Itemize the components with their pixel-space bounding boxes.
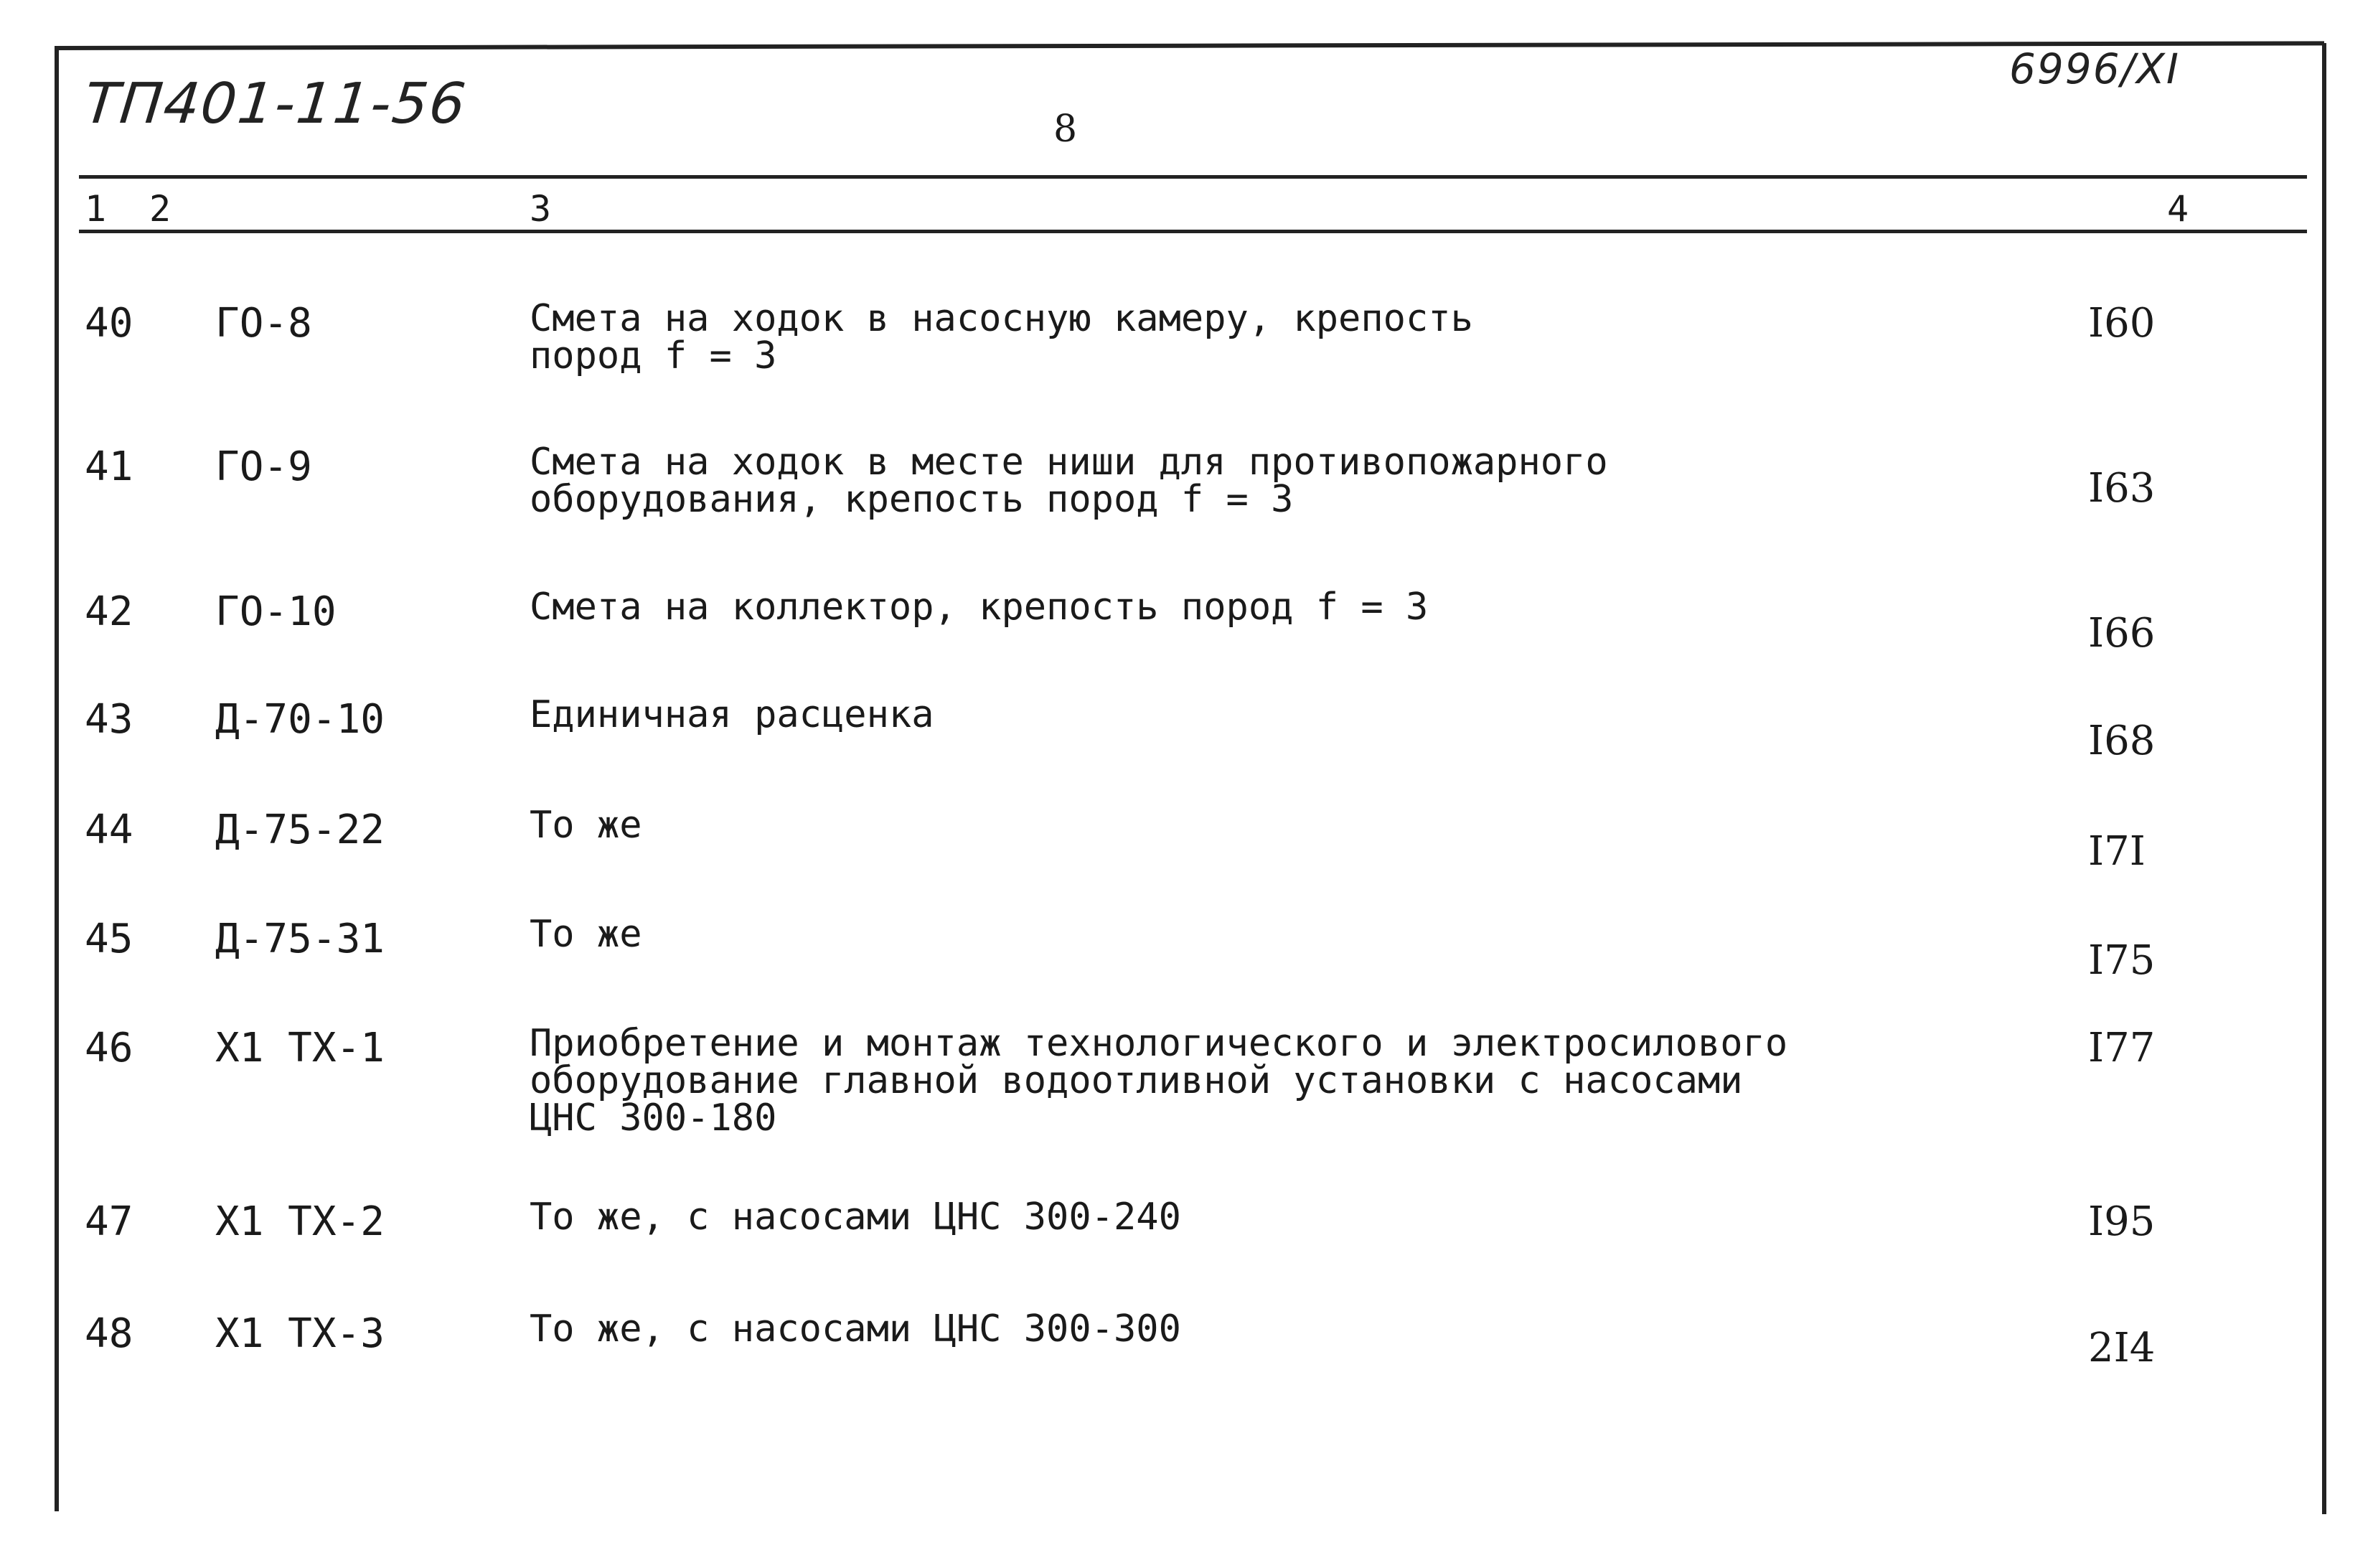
description-cell: То же, с насосами ЦНС 300-240: [530, 1196, 1181, 1239]
document-code-cell: Д-75-22: [215, 807, 385, 853]
page-number: 8: [1053, 108, 1078, 151]
row-number: 41: [85, 443, 133, 490]
column-header-3: 3: [530, 188, 552, 230]
document-code-cell: ГО-9: [215, 443, 312, 490]
document-code-cell: Х1 ТХ-1: [215, 1025, 385, 1071]
document-code-cell: ГО-8: [215, 300, 312, 347]
page-reference-cell: I75: [2088, 937, 2156, 984]
document-code-cell: Х1 ТХ-2: [215, 1198, 385, 1245]
document-code: ТП401-11-56: [81, 72, 470, 136]
row-number: 46: [85, 1025, 133, 1071]
row-number: 42: [85, 588, 133, 635]
frame-top-border: [55, 41, 2324, 50]
column-header-1: 1: [85, 188, 107, 230]
column-header-4: 4: [2167, 188, 2189, 230]
page-reference-cell: I7I: [2088, 828, 2146, 875]
page-reference-cell: I95: [2088, 1198, 2156, 1245]
description-cell: Смета на ходок в насосную камеру, крепость пород f = 3: [530, 297, 1473, 377]
description-cell: То же: [530, 804, 642, 847]
page-reference-cell: I77: [2088, 1025, 2156, 1071]
description-cell: То же: [530, 913, 642, 956]
document-code-cell: ГО-10: [215, 588, 337, 635]
row-number: 47: [85, 1198, 133, 1245]
row-number: 48: [85, 1310, 133, 1357]
row-number: 44: [85, 807, 133, 853]
column-header-2: 2: [149, 188, 171, 230]
page-reference-cell: I63: [2088, 465, 2156, 512]
document-code-cell: Д-75-31: [215, 916, 385, 962]
row-number: 40: [85, 300, 133, 347]
page-reference-cell: 2I4: [2088, 1325, 2156, 1371]
page-reference-cell: I66: [2088, 610, 2156, 657]
description-cell: Смета на коллектор, крепость пород f = 3: [530, 586, 1429, 629]
header-rule-top: [79, 175, 2307, 179]
document-code-cell: Д-70-10: [215, 696, 385, 743]
frame-left-border: [55, 47, 59, 1511]
row-number: 45: [85, 916, 133, 962]
document-code-cell: Х1 ТХ-3: [215, 1310, 385, 1357]
description-cell: Единичная расценка: [530, 693, 934, 736]
page-reference-cell: I68: [2088, 718, 2156, 764]
description-cell: Приобретение и монтаж технологического и электросилового оборудование главной водоотливной установки с насосами ЦНС 300-180: [530, 1022, 1788, 1140]
description-cell: То же, с насосами ЦНС 300-300: [530, 1308, 1181, 1351]
row-number: 43: [85, 696, 133, 743]
frame-right-border: [2322, 43, 2326, 1514]
handwritten-reference: 6996/XI: [2009, 44, 2180, 93]
page-reference-cell: I60: [2088, 300, 2156, 347]
description-cell: Смета на ходок в месте ниши для противопожарного оборудования, крепость пород f = 3: [530, 441, 1608, 521]
header-rule-bottom: [79, 230, 2307, 233]
